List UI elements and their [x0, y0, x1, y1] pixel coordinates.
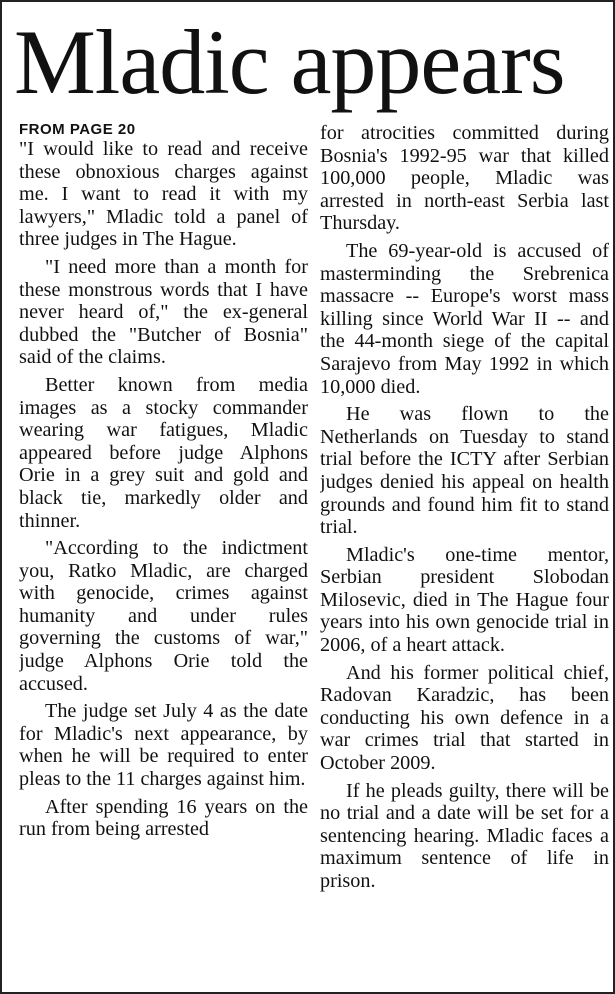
paragraph: "According to the indictment you, Ratko Mladic, are charged with genocide, crimes against humanity and under rules governing the customs of war," judge Alphons Orie told the accused. — [19, 537, 308, 695]
kicker: FROM PAGE 20 — [19, 122, 136, 138]
column-right — [320, 122, 609, 986]
paragraph: The 69-year-old is accused of masterminding the Srebrenica massacre -- Europe's worst mass killing since World War II -- and the 44-month siege of the capital Sarajevo from May 1992 in which 10,000 died. — [320, 239, 609, 398]
paragraph: The judge set July 4 as the date for Mladic's next appearance, by when he will be required to enter pleas to the 11 charges against him. — [19, 700, 308, 791]
paragraph: "I need more than a month for these monstrous words that I have never heard of," the ex-general dubbed the "Butcher of Bosnia" said of the claims. — [19, 255, 308, 369]
paragraph: Mladic's one-time mentor, Serbian president Slobodan Milosevic, died in The Hague four years into his own genocide trial in 2006, of a heart attack. — [320, 543, 609, 657]
paragraph: "I would like to read and receive these obnoxious charges against me. I want to read it with my lawyers," Mladic told a panel of three judges in The Hague. — [19, 138, 308, 251]
paragraph: He was flown to the Netherlands on Tuesday to stand trial before the ICTY after Serbian judges denied his appeal on health grounds and found him fit to stand trial. — [320, 403, 609, 539]
column-left — [19, 122, 308, 986]
paragraph: for atrocities committed during Bosnia's 1992-95 war that killed 100,000 people, Mladic was arrested in north-east Serbia last Thursday. — [320, 122, 609, 235]
paragraph: Better known from media images as a stocky commander wearing war fatigues, Mladic appeared before judge Alphons Orie in a grey suit and gold and black tie, markedly older and thinner. — [19, 373, 308, 532]
paragraph: If he pleads guilty, there will be no trial and a date will be set for a sentencing hearing. Mladic faces a maximum sentence of life in prison. — [320, 779, 609, 892]
paragraph: And his former political chief, Radovan Karadzic, has been conducting his own defence in a war crimes trial that started in October 2009. — [320, 661, 609, 775]
paragraph: After spending 16 years on the run from being arrested — [19, 795, 308, 841]
headline: Mladic appears — [14, 11, 565, 113]
